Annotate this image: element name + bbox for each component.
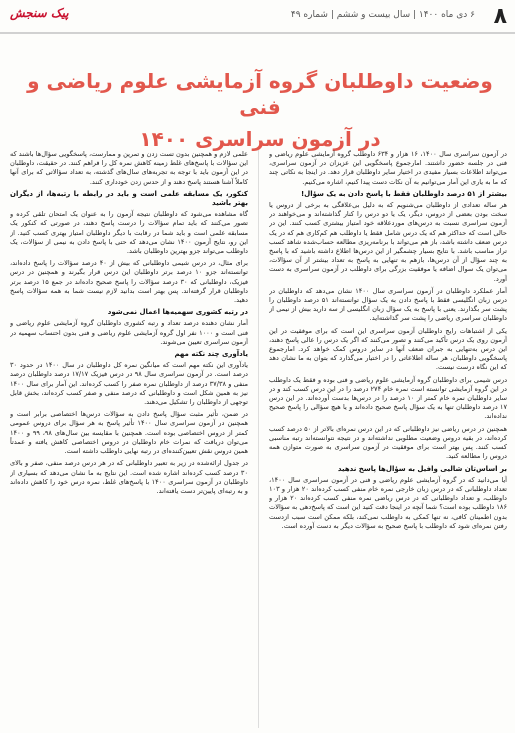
title-line-2: در آزمون سراسری ۱۴۰۰	[139, 127, 381, 151]
page-header	[0, 0, 515, 34]
paragraph: یکی از اشتباهات رایج داوطلبان آزمون سراسری این است که برای موفقیت در این آزمون روی یک درس تأکید می‌کنند و تصور می‌کنند که اگر یک درس را عالی پاسخ دهند، این درس به‌تنهایی به جبران ضعف آنها در سایر دروس کمک خواهد کرد. امارجموع پاسخگویی داوطلبان، هر ساله اطلاعاتی را در اختیار می‌گذارد که بتوان به ما نشان دهد که این نگاه درست نیست.	[268, 326, 507, 372]
subheading: یادآوری چند نکته مهم	[174, 350, 248, 359]
paragraph: یادآوری این نکته مهم است که میانگین نمره کل داوطلبان در سال ۱۴۰۰ در حدود ۳۰ درصد است. در آزمون سراسری سال ۹۸ در درس فیزیک ۱۷/۱۷ درصد داوطلبان درصد منفی و ۳۷/۳۸ درصد از داوطلبان نمره صفر را کسب کرده‌اند. این آمار برای سال ۱۴۰۰ نیز به همین شکل است و داوطلبانی که درصد منفی و صفر کسب کرده‌اند، بخش قابل توجهی از داوطلبان را تشکیل می‌دهند.	[9, 361, 248, 407]
paragraph: همچنین در درس ریاضی نیز داوطلبانی که در این درس نمره‌ای بالاتر از ۵۰ درصد کسب کرده‌اند، در بقیه دروس وضعیت مطلوبی نداشته‌اند و در نتیجه نتوانسته‌اند رتبه مناسبی کسب کنند. پس بهتر است برای موفقیت در آزمون سراسری به صورت متوازن همه دروس را مطالعه کنید.	[268, 424, 507, 461]
title-line-1: وضعیت داوطلبان گروه آزمایشی علوم ریاضی و فنی	[27, 69, 493, 119]
paragraph: آمار عملکرد داوطلبان در آزمون سراسری سال ۱۴۰۰ نشان می‌دهد که داوطلبان در درس زبان انگلیسی فقط با پاسخ دادن به یک سؤال توانسته‌اند ۵۱ درصد داوطلبان را پشت سر بگذارند. یعنی با پاسخ به یک سؤال زبان انگلیسی از سه دارید بیش از نیمی از داوطلبان سراسری ریاضی را پشت سر گذاشته‌اید.	[268, 286, 507, 323]
article-title	[20, 68, 500, 152]
subheading: در رتبه کشوری سهمیه‌ها اعمال نمی‌شود	[107, 308, 248, 317]
paragraph: گاه مشاهده می‌شود که داوطلبان نتیجه آزمون را به عنوان یک امتحان تلقی کرده و تصور می‌کنند که باید تمام سؤالات را درست پاسخ دهند، در صورتی که کنکور یک مسابقه علمی است و باید شما در رقابت با دیگر داوطلبان امتیاز بهتری کسب کنید. از این رو، نتایج آزمون ۱۴۰۰ نشان می‌دهد که حتی با پاسخ دادن به نیمی از سؤالات، یک داوطلب می‌تواند جزو بهترین داوطلبان باشد.	[9, 210, 248, 256]
right-column	[269, 150, 507, 728]
column-divider	[258, 150, 259, 728]
publication-logo: پیک سنجش	[10, 6, 69, 20]
subheading: بر اساس‌تان شالیی وافیل به سؤال‌ها پاسخ ندهید	[337, 464, 507, 473]
page-number: ۸	[493, 4, 507, 29]
subheading: کنکور، یک مسابقه علمی است و باید در رابطه با رتبه‌ها، از دیگران بهتر باشید	[9, 189, 248, 208]
paragraph: هر ساله تعدادی از داوطلبان می‌شنویم که به دلیل بی‌علاقگی به برخی از دروس یا سخت بودن بعضی از دروس، دیگر، یک یا دو درس را کنار گذاشته‌اند و می‌خواهند در آزمون سراسری نسبت به درس‌های موردعلاقه خود امتیاز بیشتری کسب کنند. این در حالی است که حداکثر هم که یک درس شامل فقط یا داوطلب هم کم‌کاری هم که در یک درس ضعف داشته باشد، باز هم می‌تواند با برنامه‌ریزی مطالعه حساب‌شده شاهد کسب تراز مناسب باشد. با نتایج بسیار چشمگیر از این درس‌ها اطلاع داشته باشید که با پاسخ به چند سؤال از آن درس‌ها، بازهم به تنهایی به پاسخ به تعداد بیشتر از آن سؤالات، می‌توان یک سوال اضافه یا موفقیت بزرگی برای داوطلب در آزمون سراسری به دست آورد.	[268, 201, 507, 283]
paragraph: برای مثال، در درس شیمی داوطلبانی که بیش از ۴۰ درصد سؤالات را پاسخ داده‌اند، توانسته‌اند جزو ۱۰ درصد برتر داوطلبان این درس قرار بگیرند و همچنین در درس فیزیک، داوطلبانی که ۳۰ درصد سؤالات را پاسخ صحیح داده‌اند در جمع ۱۵ درصد برتر داوطلبان قرار گرفته‌اند. پس بهتر است بدانید لازم نیست شما به همه سؤالات پاسخ دهید.	[9, 259, 248, 305]
paragraph: آیا می‌دانید که در گروه آزمایشی علوم ریاضی و فنی در آزمون سراسری سال ۱۴۰۰، تعداد داوطلبانی که در درس زبان خارجی نمره خام منفی کسب کرده‌اند ۲۰ هزار و ۱۰۳ داوطلب، و تعداد داوطلبانی که در درس ریاضی نمره منفی کسب کرده‌اند ۲۰ هزار و ۱۸۶ داوطلب بوده است؟ شما آنچه در اینجا دقت کنید این است که پاسخ‌دهی به سؤالات بدون اطمینان کافی، نه تنها کمکی به داوطلب نمی‌کند، بلکه ممکن است سبب ازدست رفتن نمره‌ای شود که داوطلب با پاسخ صحیح به سؤالات دیگر به دست آورده است.	[268, 475, 507, 530]
paragraph: درس شیمی برای داوطلبان گروه آزمایشی علوم ریاضی و فنی بوده و فقط یک داوطلب در این گروه آزمایشی توانسته است نمره خام ۲۷۴ درصد را در این درس کسب کند و در سایر داوطلبان نمره خام کمتر از ۱۰ درصد را در درس‌ها بدست آورده‌اند. در این درس ۱۷ درصد داوطلبان تنها به یک سؤال پاسخ صحیح داده‌اند و یا هیچ سؤالی را پاسخ صحیح نداده‌اند.	[268, 375, 507, 421]
article-body	[10, 150, 507, 728]
left-column	[10, 150, 248, 728]
paragraph: در آزمون سراسری سال ۱۴۰۰، ۱۶ هزار و ۶۳۴ داوطلب گروه آزمایشی علوم ریاضی و فنی در جلسه حضور داشتند. امارجموع پاسخگویی این عزیزان در آزمون سراسری، می‌تواند اطلاعات بسیار مفیدی در اختیار سایر داوطلبان قرار دهد. در اینجا به نکاتی چند که ما به یاری این آمار می‌توانیم به آن نکات دست پیدا کنیم، اشاره می‌کنیم.	[268, 150, 507, 186]
issue-info: ۶ دی ماه ۱۴۰۰ | سال بیست و ششم | شماره ۴۹	[290, 10, 475, 20]
paragraph: در جدول ارائه‌شده در زیر به تعبیر داوطلبانی که در هر درس درصد منفی، صفر و بالای ۳۰ درصد کسب کرده‌اند اشاره شده است. این نتایج به ما نشان می‌دهد که بسیاری از داوطلبان در آزمون سراسری ۱۴۰۰ با پاسخ‌های غلط، نمره درس خود را کاهش داده‌اند و به رتبه‌ای پایین‌تر دست یافته‌اند.	[9, 459, 248, 495]
paragraph: آمار نشان دهنده درصد تعداد و رتبه کشوری داوطلبان گروه آزمایشی علوم ریاضی و فنی است و ۱۰۰۰ نفر اول گروه آزمایشی علوم ریاضی و فنی بدون احتساب سهمیه در آزمون سراسری تعیین می‌شوند.	[9, 319, 248, 346]
paragraph: در ضمن، تأثیر مثبت سؤال پاسخ دادن به سؤالات درس‌ها اختصاصی برابر است و همچنین در آزمون سراسری سال ۱۴۰۰ تأثیر پاسخ به هر سؤال برای دروس عمومی کمتر از دروس اختصاصی بوده است. همچنین با مقایسه بین سال‌های ۹۸، ۹۹ و ۱۴۰۰ می‌توان دریافت که نمرات خام داوطلبان در دروس اختصاصی کاهش یافته و عمدتاً همین دروس نقش تعیین‌کننده‌ای در رتبه نهایی داوطلب داشته است.	[9, 410, 248, 456]
paragraph: علمی لازم و همچنین بدون تست زدن و تمرین و ممارست، پاسخگویی سؤال‌ها باشند که این سؤالات با پاسخ‌های غلط زمینه کاهش نمره کل را فراهم کنند. در حقیقت، داوطلبان در این آزمون باید با توجه به تجربه‌های سال‌های گذشته، به تعداد سؤالاتی که برای آنها کاملاً آشنا هستند پاسخ دهند و از حدس زدن خودداری کنند.	[9, 150, 248, 186]
subheading: بیشتر از ۵۱ درصد داوطلبان فقط با پاسخ دادن به یک سؤال!	[300, 189, 507, 198]
